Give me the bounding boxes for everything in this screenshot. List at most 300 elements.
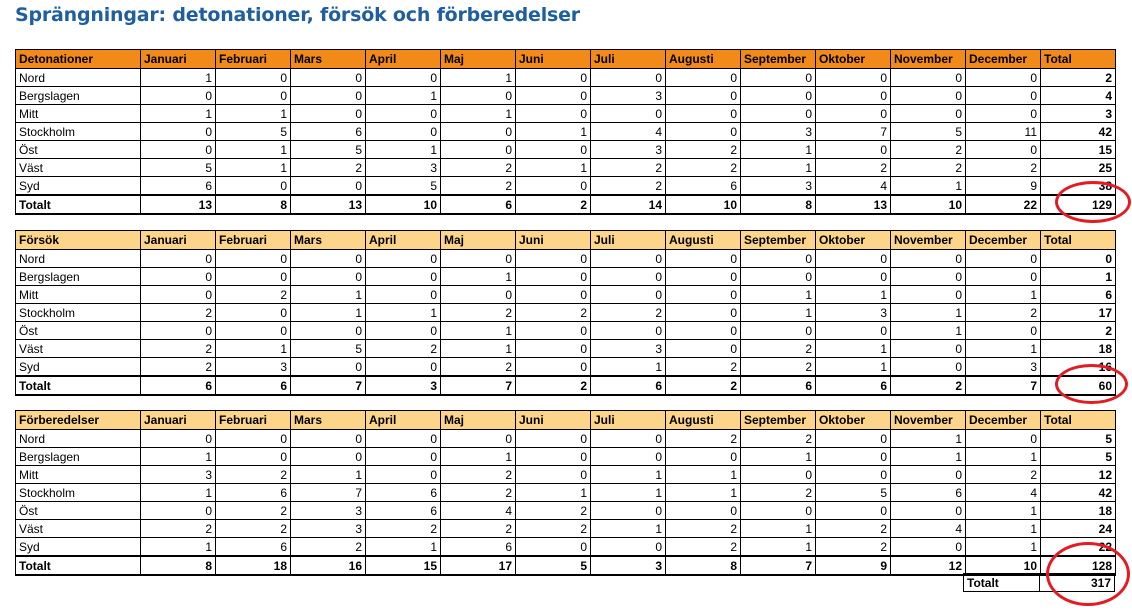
month-value-cell: 1 — [441, 268, 516, 286]
month-value-cell: 1 — [741, 520, 816, 538]
page-title: Sprängningar: detonationer, försök och förberedelser — [15, 4, 580, 26]
month-sum-cell: 6 — [816, 376, 891, 395]
month-value-cell: 0 — [741, 250, 816, 268]
month-value-cell: 0 — [291, 430, 366, 448]
month-value-cell: 2 — [366, 340, 441, 358]
month-value-cell: 0 — [366, 123, 441, 141]
month-value-cell: 0 — [441, 286, 516, 304]
total-header: Total — [1041, 231, 1116, 250]
month-header: Oktober — [816, 411, 891, 430]
month-value-cell: 0 — [816, 268, 891, 286]
month-sum-cell: 13 — [141, 195, 216, 214]
month-value-cell: 2 — [441, 520, 516, 538]
region-cell: Väst — [16, 159, 141, 177]
month-value-cell: 2 — [141, 340, 216, 358]
month-value-cell: 0 — [891, 268, 966, 286]
month-value-cell: 4 — [891, 520, 966, 538]
row-total-cell: 42 — [1041, 484, 1116, 502]
month-value-cell: 0 — [366, 448, 441, 466]
month-value-cell: 0 — [516, 340, 591, 358]
month-value-cell: 0 — [216, 430, 291, 448]
month-sum-cell: 6 — [216, 376, 291, 395]
sum-row — [16, 376, 1116, 395]
month-sum-cell: 10 — [366, 195, 441, 214]
month-value-cell: 3 — [591, 141, 666, 159]
month-header: September — [741, 50, 816, 69]
month-value-cell: 2 — [666, 520, 741, 538]
month-value-cell: 1 — [366, 304, 441, 322]
month-value-cell: 2 — [666, 358, 741, 377]
month-value-cell: 1 — [516, 123, 591, 141]
month-value-cell: 2 — [441, 159, 516, 177]
month-value-cell: 6 — [216, 538, 291, 557]
month-value-cell: 2 — [966, 304, 1041, 322]
month-sum-cell: 3 — [591, 556, 666, 575]
total-header: Total — [1041, 411, 1116, 430]
month-value-cell: 0 — [966, 105, 1041, 123]
month-header: Februari — [216, 50, 291, 69]
month-header: Oktober — [816, 231, 891, 250]
month-value-cell: 2 — [666, 430, 741, 448]
month-value-cell: 1 — [366, 538, 441, 557]
table-total-cell: 128 — [1041, 556, 1116, 575]
month-sum-cell: 9 — [816, 556, 891, 575]
month-value-cell: 0 — [666, 250, 741, 268]
month-value-cell: 1 — [516, 484, 591, 502]
month-value-cell: 0 — [591, 286, 666, 304]
month-value-cell: 2 — [966, 466, 1041, 484]
month-value-cell: 0 — [666, 340, 741, 358]
month-value-cell: 1 — [666, 466, 741, 484]
month-value-cell: 0 — [141, 286, 216, 304]
month-value-cell: 0 — [891, 340, 966, 358]
month-value-cell: 1 — [291, 466, 366, 484]
month-value-cell: 1 — [966, 538, 1041, 557]
month-value-cell: 0 — [291, 250, 366, 268]
month-value-cell: 1 — [216, 105, 291, 123]
month-value-cell: 2 — [741, 484, 816, 502]
month-value-cell: 3 — [741, 123, 816, 141]
month-value-cell: 2 — [441, 466, 516, 484]
month-value-cell: 1 — [141, 69, 216, 87]
month-value-cell: 1 — [141, 538, 216, 557]
month-value-cell: 6 — [666, 177, 741, 196]
month-value-cell: 0 — [366, 358, 441, 377]
month-sum-cell: 15 — [366, 556, 441, 575]
annotation-circle-grand-total — [1046, 542, 1130, 606]
month-header: Februari — [216, 411, 291, 430]
month-sum-cell: 6 — [741, 376, 816, 395]
month-value-cell: 3 — [591, 87, 666, 105]
month-value-cell: 0 — [591, 448, 666, 466]
month-value-cell: 4 — [441, 502, 516, 520]
month-value-cell: 11 — [966, 123, 1041, 141]
month-value-cell: 3 — [216, 358, 291, 377]
month-value-cell: 1 — [666, 484, 741, 502]
row-total-cell: 25 — [1041, 159, 1116, 177]
month-header: Juni — [516, 411, 591, 430]
month-value-cell: 0 — [666, 87, 741, 105]
month-value-cell: 2 — [516, 520, 591, 538]
month-value-cell: 0 — [666, 304, 741, 322]
month-value-cell: 0 — [591, 430, 666, 448]
month-value-cell: 0 — [741, 502, 816, 520]
month-header: September — [741, 411, 816, 430]
month-sum-cell: 12 — [891, 556, 966, 575]
month-value-cell: 1 — [966, 502, 1041, 520]
month-value-cell: 4 — [816, 177, 891, 196]
month-value-cell: 1 — [966, 286, 1041, 304]
month-value-cell: 5 — [891, 123, 966, 141]
month-value-cell: 0 — [891, 358, 966, 377]
month-value-cell: 1 — [216, 159, 291, 177]
month-header: Mars — [291, 50, 366, 69]
month-value-cell: 2 — [441, 304, 516, 322]
month-sum-cell: 5 — [516, 556, 591, 575]
month-value-cell: 7 — [291, 484, 366, 502]
month-value-cell: 0 — [891, 466, 966, 484]
region-cell: Stockholm — [16, 123, 141, 141]
month-value-cell: 0 — [816, 141, 891, 159]
month-value-cell: 0 — [816, 502, 891, 520]
month-value-cell: 0 — [516, 87, 591, 105]
month-value-cell: 0 — [516, 69, 591, 87]
month-value-cell: 1 — [366, 87, 441, 105]
row-total-cell: 4 — [1041, 87, 1116, 105]
month-value-cell: 0 — [441, 430, 516, 448]
month-header: Februari — [216, 231, 291, 250]
month-sum-cell: 2 — [516, 195, 591, 214]
region-cell: Stockholm — [16, 304, 141, 322]
table-row — [16, 520, 1116, 538]
month-value-cell: 2 — [816, 520, 891, 538]
month-value-cell: 1 — [816, 286, 891, 304]
month-value-cell: 1 — [141, 448, 216, 466]
month-value-cell: 1 — [891, 448, 966, 466]
month-value-cell: 2 — [666, 538, 741, 557]
grand-total-value: 317 — [1040, 574, 1115, 592]
month-value-cell: 2 — [591, 177, 666, 196]
month-value-cell: 1 — [141, 484, 216, 502]
table-row — [16, 448, 1116, 466]
month-header: Mars — [291, 231, 366, 250]
preparations-table — [15, 410, 1116, 576]
month-value-cell: 6 — [216, 484, 291, 502]
month-value-cell: 0 — [516, 286, 591, 304]
month-value-cell: 0 — [816, 105, 891, 123]
month-header: Augusti — [666, 411, 741, 430]
month-value-cell: 1 — [366, 141, 441, 159]
sum-row — [16, 556, 1116, 575]
month-value-cell: 0 — [516, 250, 591, 268]
month-value-cell: 0 — [441, 250, 516, 268]
month-value-cell: 9 — [966, 177, 1041, 196]
month-value-cell: 2 — [141, 358, 216, 377]
row-total-cell: 5 — [1041, 430, 1116, 448]
month-header: Januari — [141, 50, 216, 69]
month-value-cell: 0 — [966, 430, 1041, 448]
month-value-cell: 1 — [441, 322, 516, 340]
table-row — [16, 141, 1116, 159]
month-value-cell: 0 — [516, 448, 591, 466]
month-value-cell: 0 — [741, 268, 816, 286]
table-row — [16, 268, 1116, 286]
table-header-row — [16, 231, 1116, 250]
table-row — [16, 502, 1116, 520]
region-cell: Stockholm — [16, 484, 141, 502]
month-value-cell: 3 — [816, 304, 891, 322]
month-value-cell: 0 — [666, 322, 741, 340]
month-header: Januari — [141, 411, 216, 430]
month-value-cell: 0 — [816, 322, 891, 340]
month-value-cell: 0 — [366, 466, 441, 484]
month-value-cell: 0 — [966, 250, 1041, 268]
month-value-cell: 0 — [141, 87, 216, 105]
month-value-cell: 0 — [216, 177, 291, 196]
month-sum-cell: 7 — [441, 376, 516, 395]
month-value-cell: 0 — [141, 502, 216, 520]
month-value-cell: 2 — [741, 358, 816, 377]
month-value-cell: 0 — [366, 250, 441, 268]
total-header: Total — [1041, 50, 1116, 69]
row-total-cell: 2 — [1041, 322, 1116, 340]
month-value-cell: 1 — [816, 358, 891, 377]
month-value-cell: 0 — [591, 250, 666, 268]
month-value-cell: 5 — [291, 340, 366, 358]
month-header: Juni — [516, 231, 591, 250]
month-value-cell: 0 — [516, 538, 591, 557]
month-value-cell: 0 — [741, 69, 816, 87]
month-header: Juni — [516, 50, 591, 69]
month-value-cell: 0 — [816, 466, 891, 484]
month-value-cell: 5 — [816, 484, 891, 502]
month-sum-cell: 17 — [441, 556, 516, 575]
month-value-cell: 1 — [891, 304, 966, 322]
month-value-cell: 1 — [141, 105, 216, 123]
month-value-cell: 0 — [441, 87, 516, 105]
month-value-cell: 0 — [816, 69, 891, 87]
month-value-cell: 2 — [891, 159, 966, 177]
month-sum-cell: 2 — [666, 376, 741, 395]
table-row — [16, 358, 1116, 377]
row-total-cell: 15 — [1041, 141, 1116, 159]
row-total-cell: 6 — [1041, 286, 1116, 304]
month-value-cell: 6 — [366, 502, 441, 520]
region-cell: Öst — [16, 322, 141, 340]
month-value-cell: 2 — [441, 484, 516, 502]
month-value-cell: 1 — [216, 340, 291, 358]
month-value-cell: 0 — [816, 87, 891, 105]
month-value-cell: 0 — [816, 448, 891, 466]
month-value-cell: 1 — [891, 177, 966, 196]
month-value-cell: 0 — [291, 105, 366, 123]
month-value-cell: 1 — [591, 466, 666, 484]
month-value-cell: 0 — [891, 87, 966, 105]
month-value-cell: 6 — [366, 484, 441, 502]
region-cell: Mitt — [16, 466, 141, 484]
month-value-cell: 5 — [216, 123, 291, 141]
table-name-header: Detonationer — [16, 50, 141, 69]
month-value-cell: 0 — [141, 141, 216, 159]
month-value-cell: 0 — [366, 430, 441, 448]
month-header: Maj — [441, 50, 516, 69]
month-value-cell: 2 — [591, 159, 666, 177]
month-value-cell: 2 — [141, 304, 216, 322]
month-value-cell: 6 — [141, 177, 216, 196]
table-row — [16, 159, 1116, 177]
month-header: September — [741, 231, 816, 250]
month-value-cell: 0 — [366, 268, 441, 286]
month-value-cell: 0 — [141, 268, 216, 286]
month-value-cell: 1 — [741, 538, 816, 557]
month-value-cell: 3 — [291, 502, 366, 520]
region-cell: Bergslagen — [16, 268, 141, 286]
month-value-cell: 0 — [591, 105, 666, 123]
row-total-cell: 5 — [1041, 448, 1116, 466]
detonations-table — [15, 49, 1116, 215]
row-total-cell: 1 — [1041, 268, 1116, 286]
region-cell: Nord — [16, 430, 141, 448]
month-value-cell: 2 — [891, 141, 966, 159]
month-value-cell: 0 — [291, 268, 366, 286]
month-header: Mars — [291, 411, 366, 430]
month-value-cell: 4 — [966, 484, 1041, 502]
region-cell: Bergslagen — [16, 448, 141, 466]
region-cell: Öst — [16, 141, 141, 159]
month-value-cell: 0 — [666, 448, 741, 466]
table-row — [16, 250, 1116, 268]
row-total-cell: 12 — [1041, 466, 1116, 484]
annotation-circle-detonations-total — [1055, 181, 1131, 223]
month-value-cell: 0 — [216, 322, 291, 340]
month-value-cell: 2 — [216, 502, 291, 520]
month-value-cell: 0 — [741, 105, 816, 123]
month-value-cell: 1 — [891, 430, 966, 448]
month-header: Oktober — [816, 50, 891, 69]
month-value-cell: 1 — [741, 141, 816, 159]
table-row — [16, 105, 1116, 123]
table-row — [16, 177, 1116, 196]
row-total-cell: 3 — [1041, 105, 1116, 123]
month-value-cell: 1 — [966, 448, 1041, 466]
table-header-row — [16, 411, 1116, 430]
month-sum-cell: 8 — [741, 195, 816, 214]
month-value-cell: 0 — [891, 502, 966, 520]
month-header: November — [891, 411, 966, 430]
month-value-cell: 7 — [816, 123, 891, 141]
row-total-cell: 2 — [1041, 69, 1116, 87]
attempts-table — [15, 230, 1116, 396]
region-cell: Mitt — [16, 105, 141, 123]
month-value-cell: 0 — [516, 430, 591, 448]
month-value-cell: 0 — [291, 358, 366, 377]
month-value-cell: 0 — [966, 322, 1041, 340]
month-header: November — [891, 231, 966, 250]
table-row — [16, 484, 1116, 502]
month-value-cell: 0 — [591, 538, 666, 557]
month-value-cell: 0 — [366, 286, 441, 304]
region-cell: Bergslagen — [16, 87, 141, 105]
month-value-cell: 1 — [441, 448, 516, 466]
month-header: Januari — [141, 231, 216, 250]
month-sum-cell: 18 — [216, 556, 291, 575]
month-value-cell: 3 — [741, 177, 816, 196]
month-value-cell: 0 — [666, 123, 741, 141]
sum-row — [16, 195, 1116, 214]
annotation-circle-attempts-total — [1055, 364, 1128, 404]
month-value-cell: 0 — [141, 430, 216, 448]
table-row — [16, 538, 1116, 557]
month-value-cell: 0 — [516, 268, 591, 286]
month-value-cell: 0 — [441, 141, 516, 159]
month-value-cell: 0 — [891, 69, 966, 87]
month-value-cell: 0 — [741, 466, 816, 484]
month-value-cell: 1 — [591, 520, 666, 538]
month-value-cell: 0 — [516, 322, 591, 340]
month-value-cell: 0 — [216, 69, 291, 87]
month-value-cell: 0 — [966, 87, 1041, 105]
month-value-cell: 0 — [441, 123, 516, 141]
month-value-cell: 0 — [891, 286, 966, 304]
month-value-cell: 0 — [516, 358, 591, 377]
month-header: Juli — [591, 50, 666, 69]
table-name-header: Försök — [16, 231, 141, 250]
month-value-cell: 0 — [666, 286, 741, 304]
table-row — [16, 304, 1116, 322]
region-cell: Syd — [16, 358, 141, 377]
month-value-cell: 2 — [366, 520, 441, 538]
month-value-cell: 0 — [216, 448, 291, 466]
month-value-cell: 2 — [591, 304, 666, 322]
month-sum-cell: 13 — [291, 195, 366, 214]
month-value-cell: 0 — [516, 177, 591, 196]
region-cell: Väst — [16, 340, 141, 358]
month-header: November — [891, 50, 966, 69]
month-value-cell: 3 — [291, 520, 366, 538]
month-sum-cell: 2 — [891, 376, 966, 395]
month-value-cell: 5 — [291, 141, 366, 159]
month-value-cell: 2 — [141, 520, 216, 538]
month-value-cell: 0 — [366, 105, 441, 123]
month-value-cell: 1 — [741, 159, 816, 177]
month-value-cell: 1 — [591, 358, 666, 377]
month-value-cell: 5 — [141, 159, 216, 177]
month-value-cell: 1 — [741, 448, 816, 466]
month-header: April — [366, 231, 441, 250]
month-value-cell: 6 — [891, 484, 966, 502]
month-sum-cell: 7 — [966, 376, 1041, 395]
month-sum-cell: 7 — [291, 376, 366, 395]
month-value-cell: 0 — [291, 69, 366, 87]
month-value-cell: 1 — [966, 340, 1041, 358]
row-total-cell: 22 — [1041, 538, 1116, 557]
month-header: Maj — [441, 231, 516, 250]
month-value-cell: 0 — [666, 268, 741, 286]
month-value-cell: 0 — [291, 177, 366, 196]
month-value-cell: 1 — [216, 141, 291, 159]
month-value-cell: 0 — [591, 69, 666, 87]
month-value-cell: 1 — [891, 322, 966, 340]
table-name-header: Förberedelser — [16, 411, 141, 430]
month-header: December — [966, 50, 1041, 69]
month-value-cell: 0 — [291, 322, 366, 340]
month-header: Juli — [591, 411, 666, 430]
month-sum-cell: 10 — [891, 195, 966, 214]
month-value-cell: 0 — [816, 430, 891, 448]
month-value-cell: 1 — [966, 520, 1041, 538]
region-cell: Nord — [16, 250, 141, 268]
sum-label-cell: Totalt — [16, 195, 141, 214]
